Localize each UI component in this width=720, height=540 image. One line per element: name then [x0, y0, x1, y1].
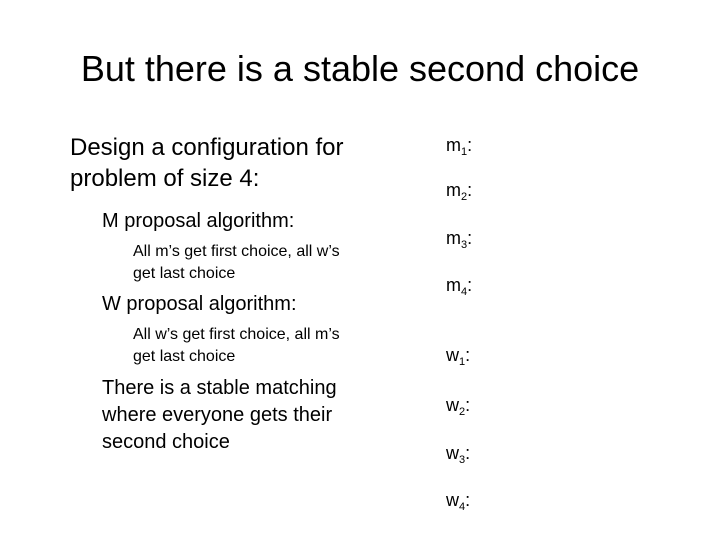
intro-line-2: problem of size 4:: [70, 165, 260, 192]
label-m4: [446, 275, 472, 302]
label-w1: [446, 345, 470, 372]
label-colon: :: [465, 490, 471, 510]
w-proposal-heading: W proposal algorithm:: [102, 293, 297, 315]
label-w4: [446, 490, 470, 517]
label-subscript: 2: [459, 406, 466, 418]
label-subscript: 2: [461, 191, 468, 203]
label-subscript: 3: [461, 239, 468, 251]
label-subscript: 4: [459, 501, 466, 513]
label-colon: :: [465, 443, 471, 463]
label-base: w: [446, 345, 459, 365]
label-base: w: [446, 490, 459, 510]
label-base: m: [446, 180, 461, 200]
intro-line-1: Design a configuration for: [70, 134, 344, 161]
m-proposal-detail-line-2: get last choice: [133, 265, 236, 282]
label-w2: [446, 395, 470, 422]
label-subscript: 4: [461, 286, 468, 298]
label-colon: :: [467, 228, 473, 248]
m-proposal-detail-line-1: All m’s get first choice, all w’s: [133, 243, 340, 260]
intro-bullet: [70, 132, 415, 194]
label-w3: [446, 443, 470, 470]
label-subscript: 1: [461, 146, 468, 158]
stable-line-3: second choice: [102, 431, 230, 453]
stable-line-2: where everyone gets their: [102, 404, 333, 426]
label-m2: [446, 180, 472, 207]
label-colon: :: [465, 395, 471, 415]
label-base: w: [446, 395, 459, 415]
stable-matching-bullet: [70, 375, 415, 456]
label-colon: :: [467, 135, 473, 155]
label-m1: [446, 135, 472, 162]
w-proposal-detail-line-2: get last choice: [133, 348, 236, 365]
label-base: m: [446, 135, 461, 155]
label-base: m: [446, 275, 461, 295]
w-proposal-detail-line-1: All w’s get first choice, all m’s: [133, 326, 340, 343]
label-subscript: 1: [459, 356, 466, 368]
label-colon: :: [467, 180, 473, 200]
bullet-list: [70, 132, 415, 456]
label-base: m: [446, 228, 461, 248]
slide-title: But there is a stable second choice: [80, 48, 640, 89]
label-base: w: [446, 443, 459, 463]
stable-line-1: There is a stable matching: [102, 377, 337, 399]
m-proposal-detail: [70, 241, 415, 285]
label-subscript: 3: [459, 454, 466, 466]
label-colon: :: [467, 275, 473, 295]
label-m3: [446, 228, 472, 255]
m-proposal-heading: M proposal algorithm:: [102, 210, 295, 232]
w-proposal-detail: [70, 324, 415, 368]
label-colon: :: [465, 345, 471, 365]
